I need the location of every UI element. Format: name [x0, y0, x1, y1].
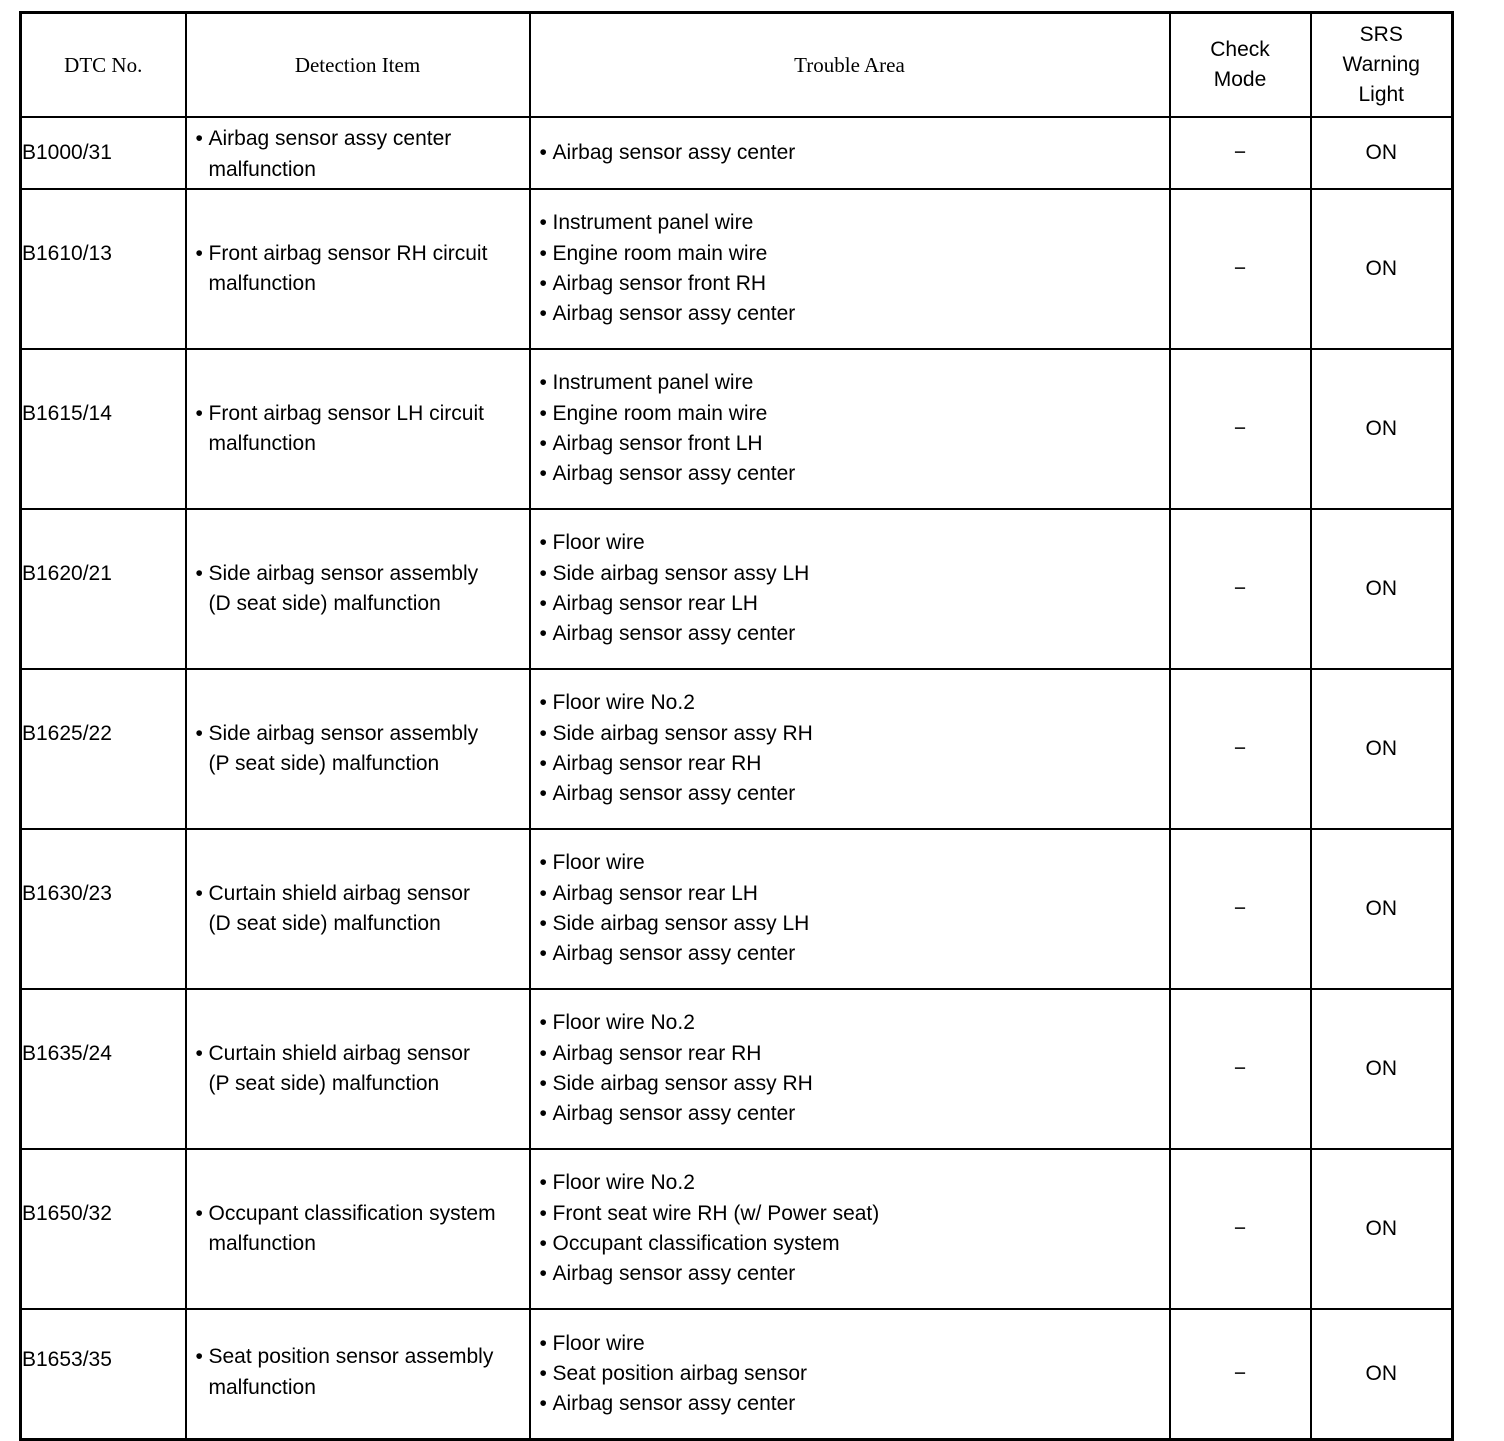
trouble-area-item: • Instrument panel wire — [531, 368, 1169, 398]
check-mode: − — [1170, 509, 1311, 669]
trouble-area-item: • Airbag sensor assy center — [531, 779, 1169, 809]
trouble-area — [530, 669, 1170, 829]
trouble-area-item: • Airbag sensor rear LH — [531, 589, 1169, 619]
trouble-area-item: • Side airbag sensor assy RH — [531, 719, 1169, 749]
trouble-area-item: • Seat position airbag sensor — [531, 1359, 1169, 1389]
detection-text: • Side airbag sensor assembly (P seat side) malfunction — [187, 719, 529, 780]
trouble-area-item: • Side airbag sensor assy LH — [531, 559, 1169, 589]
dtc-number: B1625/22 — [21, 669, 186, 829]
check-mode: − — [1170, 829, 1311, 989]
detection-item — [186, 829, 530, 989]
header-check-mode-line1: Check — [1210, 37, 1270, 61]
detection-text: • Front airbag sensor RH circuit malfunction — [187, 239, 529, 300]
dtc-number: B1610/13 — [21, 189, 186, 349]
header-check-mode-line2: Mode — [1213, 68, 1267, 91]
trouble-area-item: • Floor wire — [531, 1329, 1169, 1359]
table-header-row — [21, 13, 1453, 118]
trouble-area-item: • Floor wire — [531, 528, 1169, 558]
trouble-area-item: • Airbag sensor rear RH — [531, 1039, 1169, 1069]
check-mode: − — [1170, 669, 1311, 829]
trouble-area-item: • Airbag sensor assy center — [531, 619, 1169, 649]
dtc-number: B1000/31 — [21, 117, 186, 189]
check-mode: − — [1170, 989, 1311, 1149]
trouble-area — [530, 829, 1170, 989]
dtc-number: B1653/35 — [21, 1309, 186, 1440]
detection-item — [186, 669, 530, 829]
detection-item — [186, 509, 530, 669]
trouble-area-item: • Airbag sensor assy center — [531, 1389, 1169, 1419]
detection-item — [186, 189, 530, 349]
check-mode: − — [1170, 1309, 1311, 1440]
table-row — [21, 989, 1453, 1149]
trouble-area-item: • Floor wire No.2 — [531, 688, 1169, 718]
trouble-area-item: • Airbag sensor rear RH — [531, 749, 1169, 779]
srs-warning-light: ON — [1311, 829, 1453, 989]
srs-warning-light: ON — [1311, 189, 1453, 349]
trouble-area — [530, 989, 1170, 1149]
dtc-table — [19, 11, 1454, 1441]
trouble-area-item: • Airbag sensor assy center — [531, 1259, 1169, 1289]
header-detection-item: Detection Item — [186, 13, 530, 118]
detection-text: • Front airbag sensor LH circuit malfunction — [187, 399, 529, 460]
srs-warning-light: ON — [1311, 117, 1453, 189]
trouble-area — [530, 1149, 1170, 1309]
trouble-area-item: • Instrument panel wire — [531, 208, 1169, 238]
table-row — [21, 1309, 1453, 1440]
srs-warning-light: ON — [1311, 669, 1453, 829]
table-row — [21, 349, 1453, 509]
trouble-area-item: • Side airbag sensor assy LH — [531, 909, 1169, 939]
header-srs-warning-light — [1311, 13, 1453, 118]
header-dtc-no: DTC No. — [21, 13, 186, 118]
trouble-area-item: • Floor wire No.2 — [531, 1168, 1169, 1198]
detection-text: • Occupant classification system malfunction — [187, 1199, 529, 1260]
detection-text: • Side airbag sensor assembly (D seat side) malfunction — [187, 559, 529, 620]
table-row — [21, 829, 1453, 989]
detection-text: • Seat position sensor assembly malfunction — [187, 1342, 529, 1403]
trouble-area-item: • Engine room main wire — [531, 239, 1169, 269]
detection-item — [186, 1149, 530, 1309]
trouble-area-item: • Airbag sensor assy center — [531, 459, 1169, 489]
table-row — [21, 509, 1453, 669]
check-mode: − — [1170, 1149, 1311, 1309]
detection-text: • Curtain shield airbag sensor (D seat side) malfunction — [187, 879, 529, 940]
table-row — [21, 669, 1453, 829]
table-row — [21, 117, 1453, 189]
trouble-area — [530, 189, 1170, 349]
header-srs-line3: Light — [1358, 83, 1405, 107]
srs-warning-light: ON — [1311, 349, 1453, 509]
trouble-area-item: • Airbag sensor front RH — [531, 269, 1169, 299]
check-mode: − — [1170, 349, 1311, 509]
table-row — [21, 189, 1453, 349]
detection-text: • Airbag sensor assy center malfunction — [187, 124, 529, 185]
trouble-area-item: • Airbag sensor rear LH — [531, 879, 1169, 909]
detection-item — [186, 117, 530, 189]
trouble-area — [530, 509, 1170, 669]
trouble-area-item: • Airbag sensor assy center — [531, 138, 1169, 168]
trouble-area — [530, 117, 1170, 189]
check-mode: − — [1170, 117, 1311, 189]
header-trouble-area: Trouble Area — [530, 13, 1170, 118]
trouble-area-item: • Airbag sensor front LH — [531, 429, 1169, 459]
detection-item — [186, 989, 530, 1149]
trouble-area-item: • Airbag sensor assy center — [531, 939, 1169, 969]
detection-text: • Curtain shield airbag sensor (P seat side) malfunction — [187, 1039, 529, 1100]
header-srs-line1: SRS — [1359, 22, 1403, 46]
trouble-area — [530, 1309, 1170, 1440]
check-mode: − — [1170, 189, 1311, 349]
dtc-number: B1650/32 — [21, 1149, 186, 1309]
dtc-number: B1615/14 — [21, 349, 186, 509]
trouble-area-item: • Occupant classification system — [531, 1229, 1169, 1259]
dtc-number: B1630/23 — [21, 829, 186, 989]
trouble-area-item: • Engine room main wire — [531, 399, 1169, 429]
table-row — [21, 1149, 1453, 1309]
trouble-area-item: • Side airbag sensor assy RH — [531, 1069, 1169, 1099]
srs-warning-light: ON — [1311, 509, 1453, 669]
trouble-area — [530, 349, 1170, 509]
trouble-area-item: • Front seat wire RH (w/ Power seat) — [531, 1199, 1169, 1229]
detection-item — [186, 1309, 530, 1440]
trouble-area-item: • Floor wire — [531, 848, 1169, 878]
dtc-number: B1620/21 — [21, 509, 186, 669]
header-srs-line2: Warning — [1342, 52, 1420, 76]
detection-item — [186, 349, 530, 509]
dtc-number: B1635/24 — [21, 989, 186, 1149]
srs-warning-light: ON — [1311, 1309, 1453, 1440]
trouble-area-item: • Airbag sensor assy center — [531, 1099, 1169, 1129]
trouble-area-item: • Airbag sensor assy center — [531, 299, 1169, 329]
srs-warning-light: ON — [1311, 989, 1453, 1149]
srs-warning-light: ON — [1311, 1149, 1453, 1309]
trouble-area-item: • Floor wire No.2 — [531, 1008, 1169, 1038]
header-check-mode — [1170, 13, 1311, 118]
